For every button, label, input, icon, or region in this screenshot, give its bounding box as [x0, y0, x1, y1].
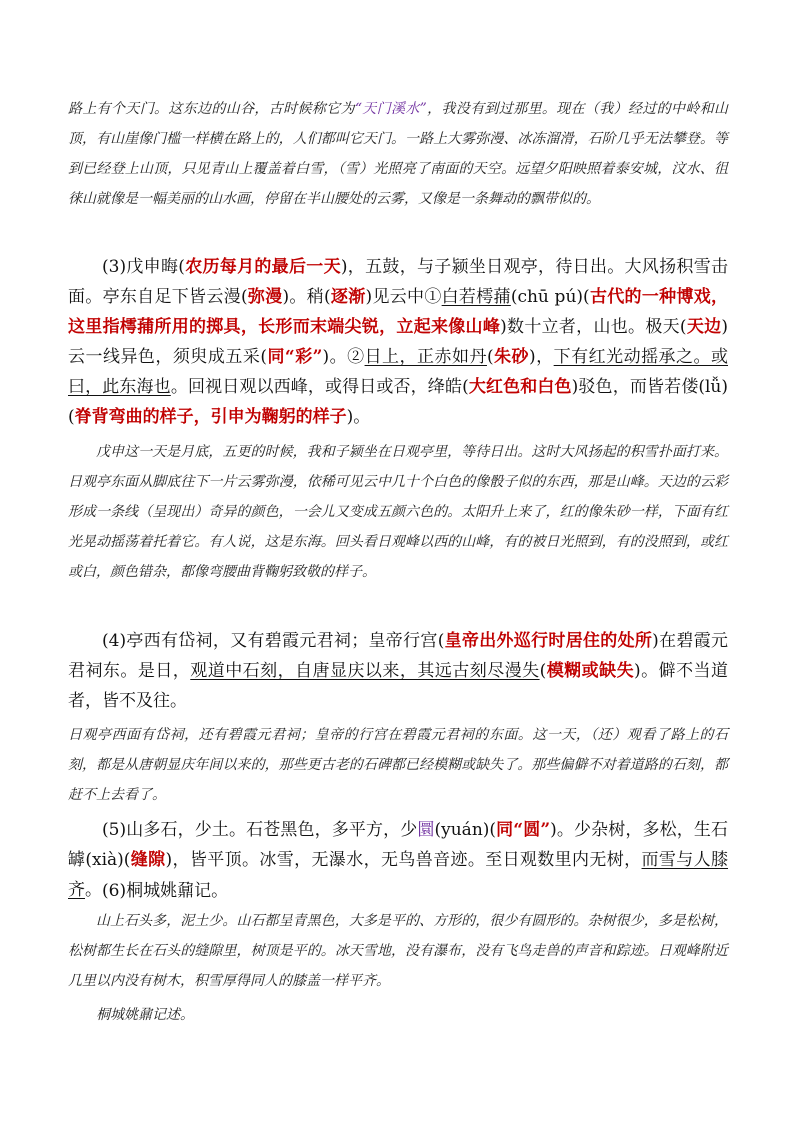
text: 。: [85, 880, 102, 900]
text: )。: [346, 407, 371, 427]
annotation: 脊背弯曲的样子，引申为鞠躬的样子: [74, 407, 347, 427]
original-paragraph-6: (6)桐城姚鼐记。: [102, 881, 229, 901]
annotation: 皇帝出外巡行时居住的处所: [444, 631, 653, 651]
text: (4)亭西有岱祠，又有碧霞元君祠；皇帝行宫(: [102, 631, 445, 651]
text: )，五鼓，与子颍坐日观亭，待日出。大风扬积雪击面。亭东自足下皆云漫(: [68, 257, 729, 307]
text: (: [486, 347, 494, 367]
trans-text: ，我没有到过那里。现在（我）经过的中岭和山顶，有山崖像门槛一样横在路上的，人们都叫它天门。一路上大雾弥漫、冰冻溜滑，石阶几乎无法攀登。等到已经登上山顶，只见青山上覆盖着白雪，（雪）光照亮了南面的天空。远望夕阳映照着泰安城，汶水、徂徕山就像是一幅美丽的山水画，停留在半山腰处的云雾，又像是一条舞动的飘带似的。: [68, 101, 728, 207]
underlined-sentence: 下有红光动摇承之。或曰，此东海也: [68, 347, 729, 397]
text: 。回视日观以西峰，或得日或否，绛皓(: [170, 377, 469, 397]
translation-paragraph-5: 山上石头多，泥土少。山石都呈青黑色，大多是平的、方形的，很少有圆形的。杂树很少，多是松树，松树都生长在石头的缝隙里，树顶是平的。冰天雪地，没有瀑布，没有飞鸟走兽的声音和踪迹。日观峰附近几里以内没有树木，积雪厚得同人的膝盖一样平齐。: [68, 913, 728, 989]
translation-paragraph-3: 戊申这一天是月底，五更的时候，我和子颍坐在日观亭里，等待日出。这时大风扬起的积雪扑面打来。日观亭东面从脚底往下一片云雾弥漫，依稀可见云中几十个白色的像骰子似的东西，那是山峰。天边的云彩形成一条线（呈现出）奇异的颜色，一会儿又变成五颜六色的。太阳升上来了，红的像朱砂一样，下面有红光晃动摇荡着托着它。有人说，这是东海。回头看日观峰以西的山峰，有的被日光照到，有的没照到，或红或白，颜色错杂，都像弯腰曲背鞠躬致敬的样子。: [68, 444, 728, 580]
translation-paragraph-4: 日观亭西面有岱祠，还有碧霞元君祠；皇帝的行宫在碧霞元君祠的东面。这一天，（还）观看了路上的石刻，都是从唐朝显庆年间以来的，那些更古老的石碑都已经模糊或缺失了。那些偏僻不对着道路的石刻，都赶不上去看了。: [68, 727, 728, 803]
text: )见云中①: [365, 287, 442, 307]
translation-paragraph-6: 桐城姚鼐记述。: [96, 1007, 194, 1023]
original-paragraph-4: [68, 626, 728, 716]
text: )，皆平顶。冰雪，无瀑水，无鸟兽音迹。至日观数里内无树，: [165, 850, 642, 870]
text: )在碧霞元君祠东。是日，: [68, 631, 728, 681]
text: (3)戊申晦(: [102, 257, 185, 277]
text: (chū pú)(: [510, 287, 590, 307]
text: )。稍(: [282, 287, 331, 307]
annotation: 缝隙: [130, 850, 166, 870]
translation-paragraph-2: [68, 94, 728, 214]
text: )，: [529, 347, 554, 367]
text: )云一线异色，须臾成五采(: [68, 317, 729, 367]
annotation: 弥漫: [247, 287, 283, 307]
text: )。②: [322, 347, 365, 367]
annotation: 大红色和白色: [468, 377, 572, 397]
annotation: 朱砂: [493, 347, 530, 367]
annotation: 同“圆”: [496, 820, 551, 840]
annotation: 天边: [686, 317, 722, 337]
text: (: [539, 661, 547, 681]
annotation: 模糊或缺失: [546, 661, 635, 681]
term-tianmen: “天门溪水”: [354, 101, 427, 117]
text: (yuán)(: [434, 820, 497, 840]
underlined-sentence: 观道中石刻，自唐显庆以来，其远古刻尽漫失: [190, 661, 540, 681]
text: )数十立者，山也。极天(: [500, 317, 687, 337]
underlined-sentence: 而雪与人膝齐: [68, 850, 729, 900]
annotation: 古代的一种博戏，这里指樗蒱所用的掷具，长形而末端尖锐，立起来像山峰: [68, 287, 729, 337]
text: )。僻不当道者，皆不及往。: [68, 661, 729, 711]
trans-text: 路上有个天门。这东边的山谷，古时候称它为: [68, 101, 355, 117]
annotation: 逐渐: [330, 287, 366, 307]
underlined-sentence: 白若樗蒱: [441, 287, 511, 307]
underlined-sentence: 日上，正赤如丹: [364, 347, 487, 367]
text: (5)山多石，少土。石苍黑色，多平方，少: [102, 820, 418, 840]
highlighted-character: 圜: [417, 820, 435, 840]
annotation: 同“彩”: [266, 347, 323, 367]
text: )驳色，而皆若偻(lǚ)(: [68, 377, 729, 427]
original-paragraph-3: [68, 252, 728, 432]
text: )。少杂树，多松，生石罅(xià)(: [68, 820, 729, 870]
annotation: 农历每月的最后一天: [184, 257, 341, 277]
